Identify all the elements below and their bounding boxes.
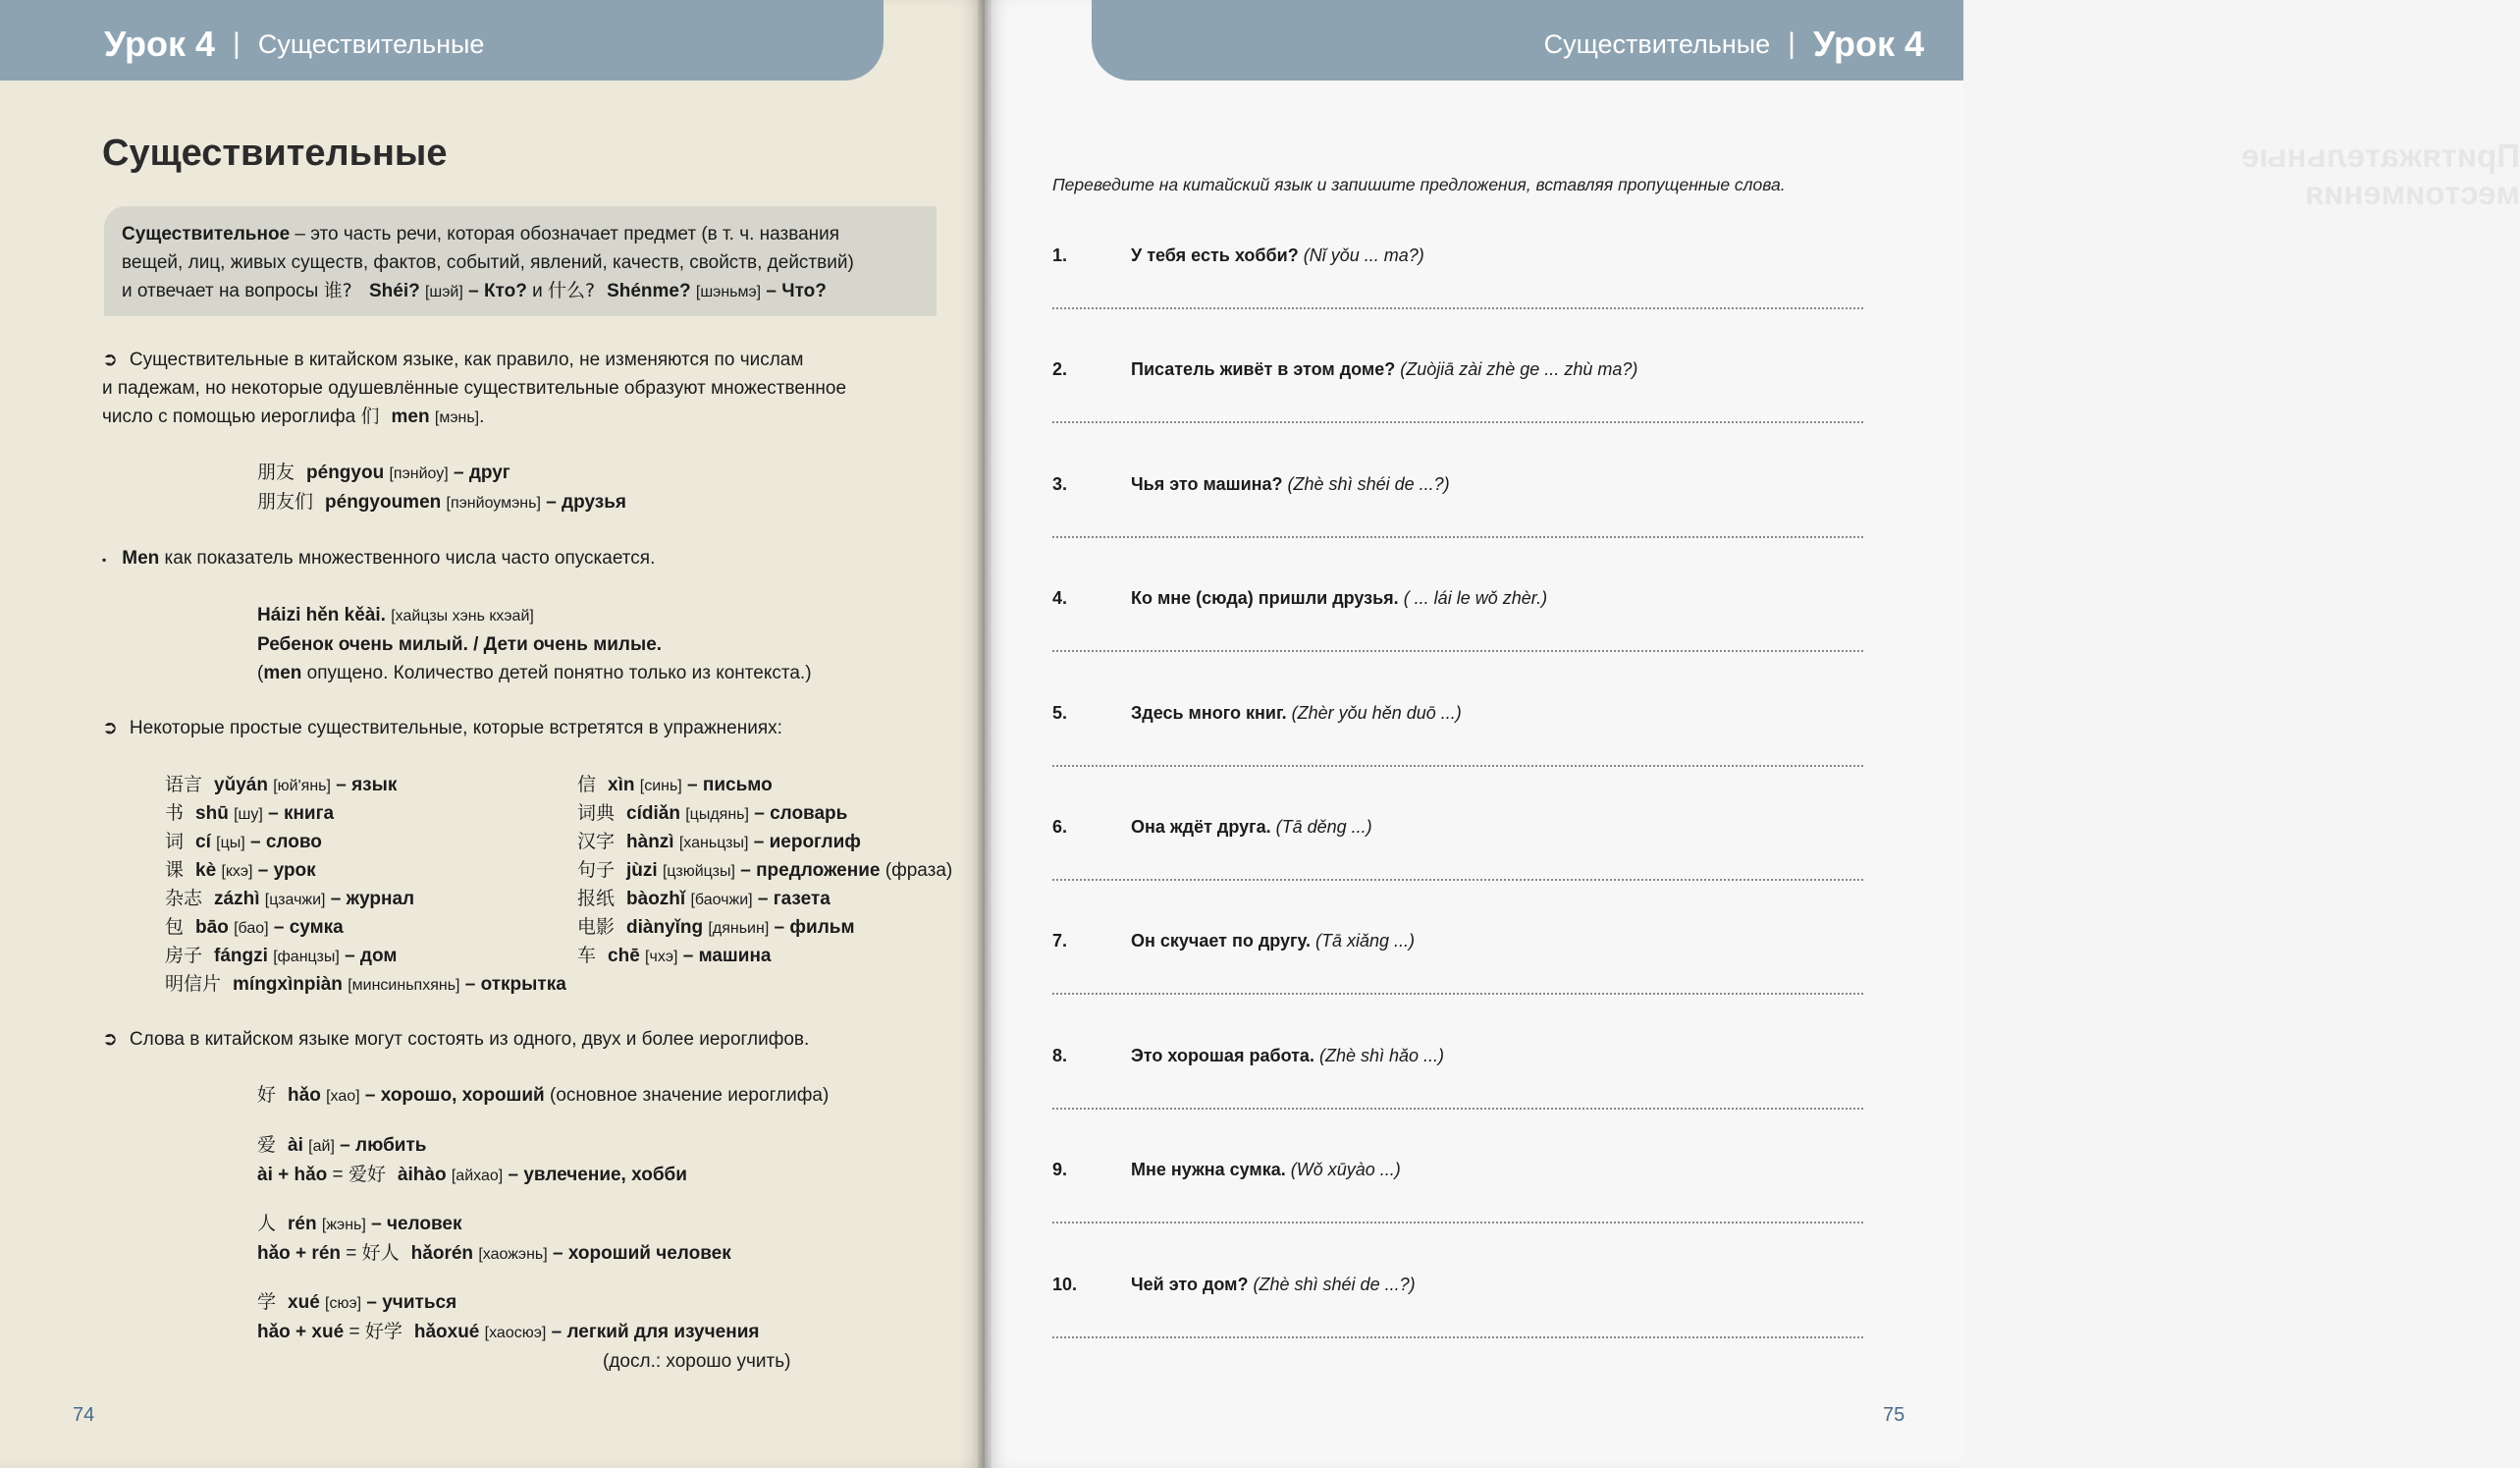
hanzi: 车 [577, 945, 597, 966]
example-row [257, 488, 626, 517]
answer-line[interactable] [1052, 879, 1863, 881]
hanzi: 课 [165, 859, 185, 881]
bullet-icon: ▪ [102, 553, 107, 567]
example-haoren [257, 1210, 731, 1269]
transcription: [жэнь] [321, 1217, 366, 1233]
pinyin: àihào [397, 1165, 447, 1185]
page-number: 75 [1883, 1404, 1905, 1426]
left-header [0, 0, 884, 81]
question-number: 8. [1052, 1046, 1068, 1065]
transcription: [цыдянь] [685, 806, 749, 823]
literal-note: (досл.: хорошо учить) [603, 1351, 791, 1372]
translation: – Кто? [468, 281, 527, 301]
transcription: [пэнйоумэнь] [446, 495, 541, 512]
vocab-item [165, 855, 577, 884]
translation: – газета [757, 889, 831, 909]
example-haoxue [257, 1288, 790, 1376]
transcription: [юй'янь] [273, 778, 331, 794]
book-gutter [978, 0, 992, 1468]
definition-line: вещей, лиц, живых существ, фактов, событий, явлений, качеств, свойств, действий) [122, 252, 854, 273]
definition-line: – это часть речи, которая обозначает предмет (в т. ч. названия [290, 224, 840, 245]
bullet-note [102, 544, 946, 574]
translation: – учиться [366, 1292, 457, 1313]
topic-label: Существительные [1543, 28, 1771, 59]
question-hint: (Zhè shì shéi de ...?) [1253, 1275, 1416, 1294]
page-number: 74 [73, 1404, 95, 1426]
question-number: 7. [1052, 931, 1068, 951]
transcription: [сюэ] [325, 1295, 362, 1312]
note-paren: ( [257, 663, 264, 683]
translation: – книга [268, 803, 335, 824]
pinyin: kè [195, 860, 217, 881]
paragraph-line: и падежам, но некоторые одушевлённые существительные образуют множественное [102, 378, 847, 399]
equals-sign: = [344, 1322, 365, 1342]
transcription: [шу] [234, 806, 263, 823]
answer-line[interactable] [1052, 1108, 1863, 1110]
hanzi: 学 [257, 1291, 277, 1313]
transcription: [бао] [234, 920, 269, 937]
page-title: Существительные [102, 133, 448, 174]
question-text: Писатель живёт в этом доме? [1131, 359, 1396, 379]
transcription: [шэй] [424, 284, 463, 300]
hanzi: 人 [257, 1213, 277, 1234]
pinyin: shū [195, 803, 229, 824]
vocab-item [165, 884, 577, 912]
transcription: [айхао] [451, 1168, 504, 1184]
pinyin: bāo [195, 917, 229, 938]
hanzi: 朋友们 [257, 491, 314, 513]
arrow-icon: ➲ [102, 1029, 118, 1050]
transcription: [кхэ] [221, 863, 253, 880]
hanzi: 房子 [165, 945, 203, 966]
question-hint: ( ... lái le wǒ zhèr.) [1403, 588, 1548, 608]
pinyin: men [391, 407, 430, 427]
question-number: 9. [1052, 1160, 1068, 1179]
pinyin: míngxìnpiàn [233, 974, 343, 995]
pinyin: Háizi hěn kěài. [257, 605, 386, 625]
translation: – машина [682, 946, 772, 966]
question-hint: (Zhè shì shéi de ...?) [1287, 474, 1450, 494]
translation: – человек [371, 1214, 462, 1234]
note-bold: men [263, 663, 302, 683]
question-text: Он скучает по другу. [1131, 931, 1311, 951]
question-hint: (Tā děng ...) [1275, 817, 1372, 837]
question-number: 3. [1052, 474, 1068, 494]
hanzi: 朋友 [257, 462, 295, 483]
lesson-label: Урок 4 [104, 24, 216, 64]
vocab-item [577, 941, 990, 969]
lesson-label: Урок 4 [1812, 24, 1924, 64]
translation: – увлечение, хобби [508, 1165, 687, 1185]
transcription: [пэнйоу] [389, 465, 449, 482]
bullet-text: как показатель множественного числа часто опускается. [159, 548, 656, 569]
vocab-item [577, 884, 990, 912]
question-text: Чья это машина? [1131, 474, 1283, 494]
vocab-list [165, 770, 990, 998]
translation: – предложение [740, 860, 881, 881]
header-separator: | [233, 27, 241, 60]
answer-line[interactable] [1052, 650, 1863, 652]
example-row [257, 459, 626, 488]
transcription: [синь] [639, 778, 682, 794]
translation-extra: (основное значение иероглифа) [544, 1085, 830, 1106]
transcription: [дяньин] [708, 920, 770, 937]
left-page [0, 0, 985, 1468]
hanzi: 报纸 [577, 888, 616, 909]
vocab-item [577, 798, 990, 827]
translation: – письмо [687, 775, 773, 795]
hanzi: 信 [577, 774, 597, 795]
pinyin: Shénme? [607, 281, 691, 301]
question-hint: (Tā xiǎng ...) [1314, 931, 1415, 951]
pinyin: yǔyán [214, 775, 268, 795]
pinyin: zázhì [214, 889, 260, 909]
paragraph-syllables [102, 1025, 946, 1054]
question-number: 4. [1052, 588, 1068, 608]
question-hint: (Wǒ xūyào ...) [1290, 1160, 1401, 1179]
transcription: [мэнь] [434, 409, 480, 426]
pinyin: xué [288, 1292, 320, 1313]
question-text: Здесь много книг. [1131, 703, 1287, 723]
transcription: [минсиньпхянь] [348, 977, 460, 994]
example-aihao [257, 1131, 687, 1190]
hanzi: 好人 [361, 1242, 400, 1264]
paragraph-vocab-intro [102, 714, 946, 742]
hanzi: 包 [165, 916, 185, 938]
translation-extra: (фраза) [880, 860, 953, 881]
answer-line[interactable] [1052, 993, 1863, 995]
pinyin: jùzi [626, 860, 658, 881]
hanzi: 电影 [577, 916, 616, 938]
conjunction: и [526, 281, 548, 301]
transcription: [цзачжи] [264, 892, 326, 908]
vocab-item [577, 827, 990, 855]
vocab-item [165, 770, 577, 798]
translation: – язык [336, 775, 398, 795]
question-number: 1. [1052, 245, 1068, 265]
pinyin: cídiǎn [626, 803, 680, 824]
pinyin: cí [195, 832, 211, 852]
question-text: Она ждёт друга. [1131, 817, 1271, 837]
equals-sign: = [327, 1165, 349, 1185]
paragraph-line: Существительные в китайском языке, как правило, не изменяются по числам [129, 350, 804, 370]
definition-line: и отвечает на вопросы [122, 281, 324, 301]
question-text: Мне нужна сумка. [1131, 1160, 1286, 1179]
pinyin: péngyou [306, 462, 385, 483]
hanzi: 爱 [257, 1134, 277, 1156]
vocab-item [577, 912, 990, 941]
arrow-icon: ➲ [102, 350, 118, 370]
translation: – любить [340, 1135, 427, 1156]
hanzi: 谁? [323, 280, 352, 301]
translation: Ребенок очень милый. / Дети очень милые. [257, 634, 663, 655]
pinyin: hǎo [288, 1085, 321, 1106]
question-number: 2. [1052, 359, 1068, 379]
question-number: 6. [1052, 817, 1068, 837]
question-hint: (Zuòjiā zài zhè ge ... zhù ma?) [1400, 359, 1638, 379]
transcription: [цы] [216, 835, 245, 851]
paragraph-line: Некоторые простые существительные, которые встретятся в упражнениях: [129, 718, 782, 738]
question-text: Чей это дом? [1131, 1275, 1249, 1294]
hanzi: 词 [165, 831, 185, 852]
header-separator: | [1788, 27, 1796, 60]
pinyin: hànzì [626, 832, 674, 852]
hanzi: 汉字 [577, 831, 616, 852]
translation: – урок [257, 860, 316, 881]
pinyin: xìn [608, 775, 635, 795]
example-omission [257, 601, 812, 687]
paragraph-line: число с помощью иероглифа [102, 407, 361, 427]
note-text: опущено. Количество детей понятно только из контекста.) [301, 663, 812, 683]
translation: – фильм [774, 917, 855, 938]
definition-box [104, 206, 937, 316]
answer-line[interactable] [1052, 307, 1863, 309]
translation: – сумка [273, 917, 344, 938]
vocab-item [165, 941, 577, 969]
transcription: [чхэ] [645, 949, 678, 965]
hanzi: 句子 [577, 859, 616, 881]
question-hint: (Zhèr yǒu hěn duō ...) [1291, 703, 1462, 723]
translation: – слово [250, 832, 322, 852]
hanzi: 什么? [547, 280, 596, 301]
translation: – легкий для изучения [551, 1322, 760, 1342]
transcription: [баочжи] [690, 892, 753, 908]
hanzi: 杂志 [165, 888, 203, 909]
transcription: [хаожэнь] [478, 1246, 548, 1263]
answer-line[interactable] [1052, 536, 1863, 538]
pinyin: Shéi? [368, 281, 420, 301]
transcription: [ханьцзы] [678, 835, 749, 851]
transcription: [цзюйцзы] [662, 863, 735, 880]
translation: – дом [345, 946, 398, 966]
topic-label: Существительные [257, 28, 485, 59]
transcription: [хайцзы хэнь кхэай] [391, 608, 534, 625]
formula: ài + hǎo [257, 1165, 328, 1185]
hanzi: 好学 [364, 1321, 402, 1342]
pinyin: hǎorén [410, 1243, 474, 1264]
question-number: 10. [1052, 1275, 1078, 1294]
translation: – открытка [464, 974, 566, 995]
hanzi: 明信片 [165, 973, 222, 995]
pinyin: chē [608, 946, 640, 966]
pinyin: bàozhǐ [626, 889, 686, 909]
example-hao [257, 1081, 829, 1111]
paragraph-line: Слова в китайском языке могут состоять из одного, двух и более иероглифов. [129, 1029, 810, 1050]
translation: – друг [453, 462, 510, 483]
question-number: 5. [1052, 703, 1068, 723]
right-header [1092, 0, 1963, 81]
question-hint: (Nǐ yǒu ... ma?) [1303, 245, 1424, 265]
hanzi: 书 [165, 802, 185, 824]
pinyin: ài [288, 1135, 303, 1156]
pinyin: diànyǐng [626, 917, 704, 938]
question-hint: (Zhè shì hǎo ...) [1318, 1046, 1445, 1065]
answer-line[interactable] [1052, 421, 1863, 423]
pinyin: péngyoumen [325, 492, 442, 513]
equals-sign: = [341, 1243, 362, 1264]
formula: hǎo + rén [257, 1243, 341, 1264]
translation: – Что? [766, 281, 827, 301]
right-page [985, 0, 2520, 1468]
period: . [479, 407, 485, 427]
vocab-item [577, 770, 990, 798]
pinyin: rén [288, 1214, 317, 1234]
answer-line[interactable] [1052, 1222, 1863, 1223]
translation: – хорошо, хороший [364, 1085, 545, 1106]
paragraph-plural [102, 346, 946, 432]
hanzi: 词典 [577, 802, 616, 824]
vocab-item [165, 827, 577, 855]
translation: – друзья [546, 492, 626, 513]
hanzi: 们 [360, 406, 380, 427]
bullet-bold: Men [122, 548, 160, 569]
bleed-through-text: Притяжательные местоимения [2241, 137, 2520, 211]
arrow-icon: ➲ [102, 718, 118, 738]
vocab-item [577, 855, 990, 884]
vocab-item [165, 969, 577, 998]
transcription: [хао] [326, 1088, 360, 1105]
transcription: [ай] [308, 1138, 335, 1155]
answer-line[interactable] [1052, 1336, 1863, 1338]
question-text: Это хорошая работа. [1131, 1046, 1314, 1065]
question-text: У тебя есть хобби? [1131, 245, 1299, 265]
vocab-item [165, 798, 577, 827]
hanzi: 语言 [165, 774, 203, 795]
formula: hǎo + xué [257, 1322, 345, 1342]
vocab-item [165, 912, 577, 941]
definition-term: Существительное [122, 224, 291, 245]
transcription: [шэньмэ] [695, 284, 762, 300]
hanzi: 爱好 [348, 1164, 386, 1185]
hanzi: 好 [257, 1084, 277, 1106]
translation: – словарь [754, 803, 848, 824]
translation: – хороший человек [552, 1243, 731, 1264]
translation: – журнал [330, 889, 415, 909]
example-plural [257, 459, 626, 517]
pinyin: hǎoxué [413, 1322, 480, 1342]
pinyin: fángzi [214, 946, 268, 966]
question-text: Ко мне (сюда) пришли друзья. [1131, 588, 1399, 608]
exercise-instruction: Переведите на китайский язык и запишите предложения, вставляя пропущенные слова. [1052, 175, 1786, 194]
transcription: [хаосюэ] [484, 1325, 547, 1341]
answer-line[interactable] [1052, 765, 1863, 767]
translation: – иероглиф [753, 832, 861, 852]
transcription: [фанцзы] [273, 949, 340, 965]
